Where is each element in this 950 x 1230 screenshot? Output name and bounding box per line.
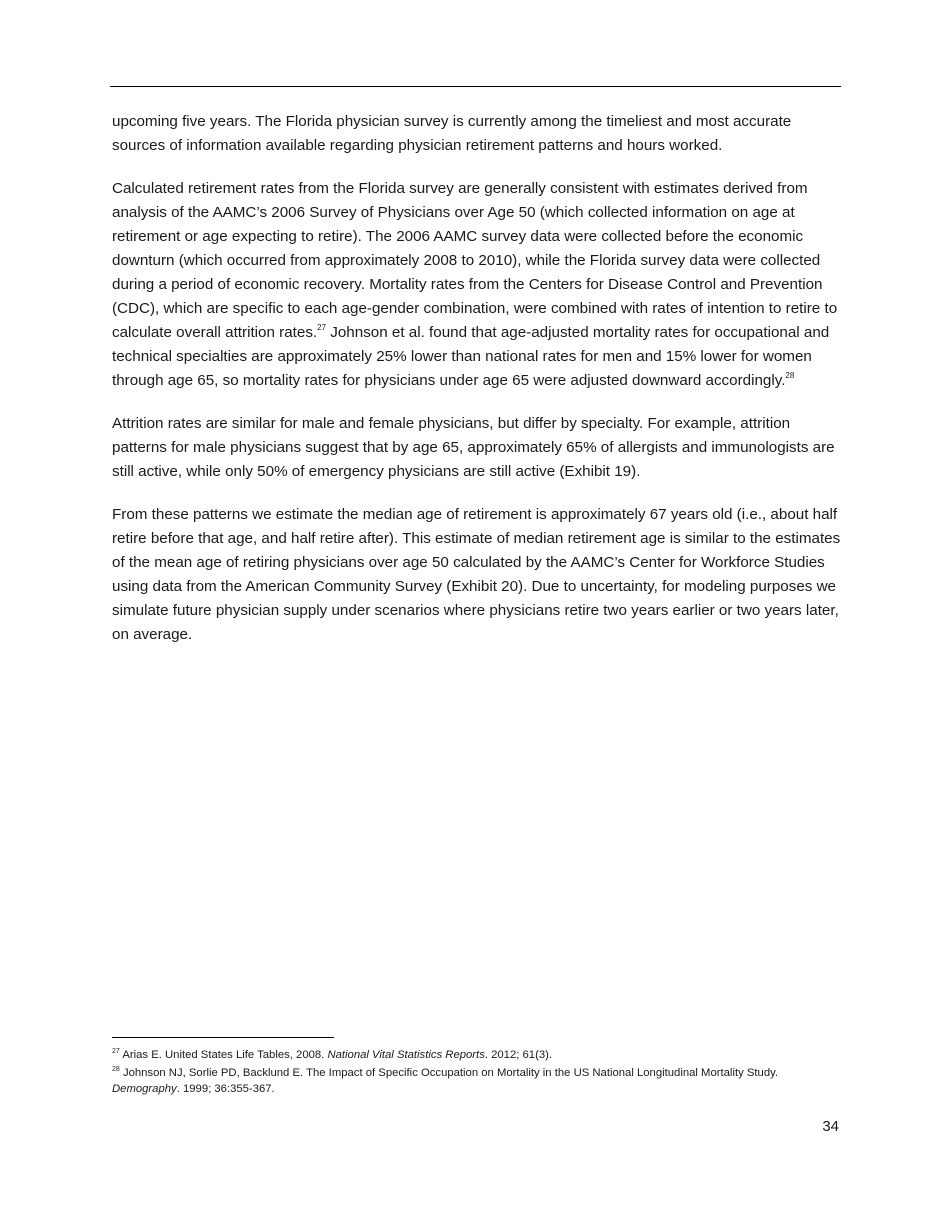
paragraph-text: From these patterns we estimate the median age of retirement is approximately 67 years old (i.e., about half retire before that age, and half retire after). This estimate of median retirement age is similar to the estimates of the mean age of retiring physicians over age 50 calculated by the AAMC’s Center for Workforce Studies using data from the American Community Survey (Exhibit 20). Due to uncertainty, for modeling purposes we simulate future physician supply under scenarios where physicians retire two years earlier or two years later, on average. [112,506,841,643]
footnote-journal: National Vital Statistics Reports [327,1049,485,1061]
footnote-28 [112,1065,844,1097]
paragraph-text: upcoming five years. The Florida physician survey is currently among the timeliest and most accurate sources of information available regarding physician retirement patterns and hours worked. [112,113,792,154]
footnote-text: . 1999; 36:355-367. [176,1083,275,1095]
paragraph-retirement-rates [112,177,844,393]
body-text [112,110,844,666]
footnote-text: Arias E. United States Life Tables, 2008. [122,1049,328,1061]
paragraph-text: Attrition rates are similar for male and female physicians, but differ by specialty. For example, attrition patterns for male physicians suggest that by age 65, approximately 65% of allergists and immunologists are still active, while only 50% of emergency physicians are still active (Exhibit 19). [112,415,835,480]
footnote-separator [112,1037,334,1038]
footnote-journal: Demography [112,1083,177,1095]
footnotes [112,1047,844,1099]
footnote-number: 28 [112,1066,120,1073]
paragraph-median-age [112,503,844,647]
paragraph-text: Calculated retirement rates from the Florida survey are generally consistent with estimates derived from analysis of the AAMC’s 2006 Survey of Physicians over Age 50 (which collected information on age at retirement or age expecting to retire). The 2006 AAMC survey data were collected before the economic downturn (which occurred from approximately 2008 to 2010), while the Florida survey data were collected during a period of economic recovery. Mortality rates from the Centers for Disease Control and Prevention (CDC), which are specific to each age-gender combination, were combined with rates of intention to retire to calculate overall attrition rates. [112,180,838,341]
paragraph-attrition [112,412,844,484]
footnote-27 [112,1047,844,1063]
footnote-number: 27 [112,1048,120,1055]
page-number: 34 [822,1118,839,1135]
footnote-text: . 2012; 61(3). [484,1049,553,1061]
footnote-reference-27[interactable]: 27 [317,323,327,332]
paragraph-text: Johnson et al. found that age-adjusted mortality rates for occupational and technical specialties are approximately 25% lower than national rates for men and 15% lower for women through age 65, so mortality rates for physicians under age 65 were adjusted downward accordingly. [112,324,830,389]
header-rule [110,86,841,87]
footnote-text: Johnson NJ, Sorlie PD, Backlund E. The Impact of Specific Occupation on Mortality in the US National Longitudinal Mortality Study. [122,1067,779,1079]
footnote-reference-28[interactable]: 28 [785,371,795,380]
paragraph-continuation [112,110,844,158]
